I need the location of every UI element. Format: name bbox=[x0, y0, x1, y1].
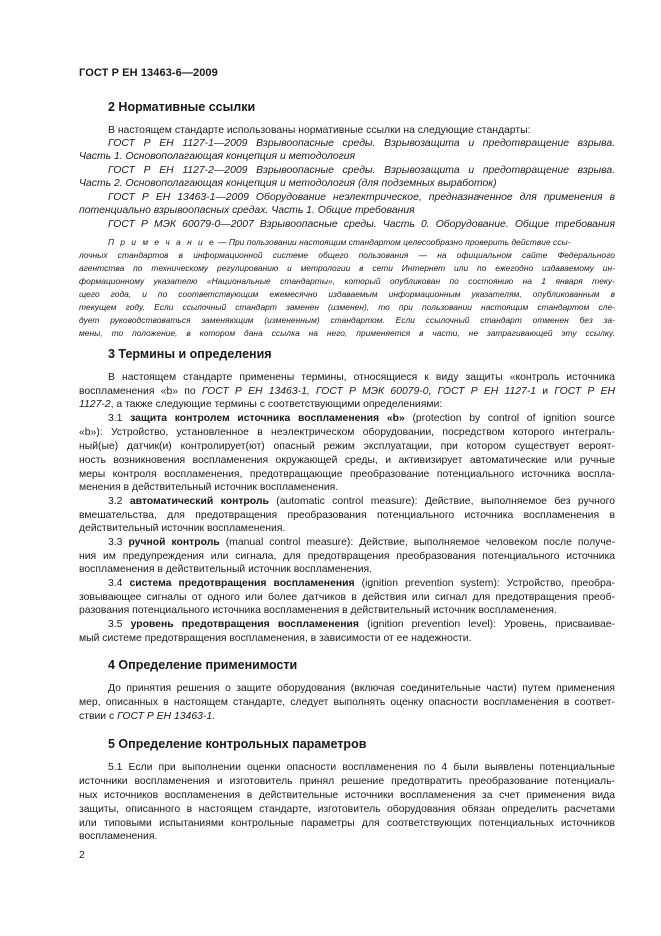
term-3-2-line-3: действительный источник воспламенения. bbox=[79, 523, 286, 534]
note-line-7: дует руководствоваться заменяющим (измененным) стандартом. Если ссылочный стандарт отменен без за- bbox=[79, 315, 615, 325]
s3-para-line-2: воспламенения «b» по ГОСТ Р ЕН 13463-1, ГОСТ Р МЭК 60079-0, ГОСТ Р ЕН 1127-1 и ГОСТ Р ЕН bbox=[79, 386, 615, 397]
s5-line-5: или типовыми испытаниями контрольные параметры для соответствующих потенциальных источников bbox=[79, 818, 615, 829]
term-3-1-line-2: «b»): Устройство, установленное в неэлектрическом оборудовании, посредством которого интеграль- bbox=[79, 427, 615, 438]
term-3-3-line-1: 3.3 ручной контроль (manual control measure): Действие, выполняемое человеком после получе- bbox=[108, 537, 615, 548]
section-3-title: 3 Термины и определения bbox=[108, 347, 272, 361]
term-3-2-line-2: вмешательства, для предотвращения преобразования потенциального источника воспламенения в bbox=[79, 510, 615, 521]
s5-line-4: защиты, описанного в настоящем стандарте, изготовитель оборудования обязан определить расчетами bbox=[79, 804, 615, 815]
term-3-1-line-5: меры контроля воспламенения, предотвращающие преобразование потенциального источника воспла- bbox=[79, 469, 615, 480]
ref-2-line-1: ГОСТ Р ЕН 1127-2—2009 Взрывоопасные среды. Взрывозащита и предотвращение взрыва. bbox=[108, 165, 615, 176]
note-line-3: агентства по техническому регулированию и метрологии в сети Интернет или по ежегодно издаваемому ин- bbox=[79, 263, 615, 273]
term-3-5-line-1: 3.5 уровень предотвращения воспламенения (ignition prevention level): Уровень, присваивае- bbox=[108, 619, 615, 630]
ref-1-line-1: ГОСТ Р ЕН 1127-1—2009 Взрывоопасные среды. Взрывозащита и предотвращение взрыва. bbox=[108, 138, 615, 149]
s4-line-1: До принятия решения о защите оборудования (включая соединительные части) путем применения bbox=[108, 683, 615, 694]
term-3-5-line-2: мый системе предотвращения воспламенения, в зависимости от ее надежности. bbox=[79, 633, 472, 644]
s3-para-line-3: 1127-2, а также следующие термины с соответствующими определениями: bbox=[79, 399, 443, 410]
term-3-4-line-1: 3.4 система предотвращения воспламенения (ignition prevention system): Устройство, преобра- bbox=[108, 578, 615, 589]
s5-line-3: ных источников воспламенения в действительные источники воспламенения за счет применения вида bbox=[79, 790, 615, 801]
note-line-1: П р и м е ч а н и е — При пользовании настоящим стандартом целесообразно проверить действие ссы- bbox=[108, 237, 571, 247]
section-2-intro: В настоящем стандарте использованы нормативные ссылки на следующие стандарты: bbox=[108, 125, 531, 136]
term-3-1-line-6: менения в действительный источник воспламенения. bbox=[79, 482, 339, 493]
ref-4-line-1: ГОСТ Р МЭК 60079-0—2007 Взрывоопасные среды. Часть 0. Оборудование. Общие требования bbox=[108, 219, 615, 230]
term-3-3-line-2: ния им предупреждения или сигнала, для предотвращения преобразования потенциального источника bbox=[79, 551, 615, 562]
section-4-title: 4 Определение применимости bbox=[108, 658, 298, 672]
section-5-title: 5 Определение контрольных параметров bbox=[108, 737, 367, 751]
note-line-5: щего года, и по соответствующим ежемесячно издаваемым информационным указателям, опубликованным в bbox=[79, 289, 615, 299]
term-3-1-line-4: ность возникновения воспламенения окружающей среды, и активизирует автоматические или ручные bbox=[79, 455, 615, 466]
term-3-2-title: автоматический контроль bbox=[129, 496, 269, 507]
note-line-8: мены, то положение, в котором дана ссылка на него, применяется в части, не затрагивающей эту ссылку. bbox=[79, 328, 615, 338]
term-3-1-line-3: ный(ые) датчик(и) контролирует(ют) опасный режим эксплуатации, при котором существует вероят- bbox=[79, 441, 615, 452]
s5-line-6: воспламенения. bbox=[79, 831, 158, 842]
note-line-4: формационному указателю «Национальные стандарты», который опубликован по состоянию на 1 января теку- bbox=[79, 276, 615, 286]
s4-line-2: мер, описанных в настоящем стандарте, следует выполнять оценку опасности воспламенения в соответ- bbox=[79, 697, 615, 708]
term-3-4-line-3: разования потенциального источника воспламенения в действительный источник воспламенения. bbox=[79, 605, 557, 616]
note-line-2: лочных стандартов в информационной системе общего пользования — на официальном сайте Федерального bbox=[79, 250, 615, 260]
s5-line-1: 5.1 Если при выполнении оценки опасности воспламенения по 4 были выявлены потенциальные bbox=[108, 762, 615, 773]
term-3-4-line-2: зовывающее сигналы от одного или более датчиков в действия или сигнал для предотвращения преоб- bbox=[79, 592, 615, 603]
term-3-3-title: ручной контроль bbox=[128, 537, 220, 548]
s5-line-2: источники воспламенения и изготовитель принял решение предотвратить преобразование потенциаль- bbox=[79, 776, 615, 787]
note-line-6: текущем году. Если ссылочный стандарт заменен (изменен), то при пользовании настоящим стандартом сле- bbox=[79, 302, 615, 312]
term-3-1-title: защита контролем источника воспламенения «b» bbox=[130, 413, 405, 424]
ref-1-line-2: Часть 1. Основополагающая концепция и методология bbox=[79, 151, 356, 162]
note-label: П р и м е ч а н и е bbox=[108, 237, 216, 247]
term-3-4-title: система предотвращения воспламенения bbox=[129, 578, 355, 589]
s4-line-3: ствии с ГОСТ Р ЕН 13463-1. bbox=[79, 711, 216, 722]
s3-para-line-1: В настоящем стандарте применены термины, относящиеся к виду защиты «контроль источника bbox=[108, 372, 615, 383]
term-3-3-line-3: воспламенения в действительный источник воспламенения. bbox=[79, 564, 373, 575]
term-3-2-line-1: 3.2 автоматический контроль (automatic control measure): Действие, выполняемое без ручного bbox=[108, 496, 615, 507]
ref-3-line-1: ГОСТ Р ЕН 13463-1—2009 Оборудование неэлектрическое, предназначенное для применения в bbox=[108, 192, 615, 203]
term-3-1-line-1: 3.1 защита контролем источника воспламенения «b» (protection by control of ignition source bbox=[108, 413, 615, 424]
ref-2-line-2: Часть 2. Основополагающая концепция и методология (для подземных выработок) bbox=[79, 178, 497, 189]
section-2-title: 2 Нормативные ссылки bbox=[108, 100, 256, 114]
document-number-header: ГОСТ Р ЕН 13463-6—2009 bbox=[79, 67, 218, 79]
ref-3-line-2: потенциально взрывоопасных средах. Часть 1. Общие требования bbox=[79, 205, 415, 216]
term-3-5-title: уровень предотвращения воспламенения bbox=[130, 619, 359, 630]
page-number: 2 bbox=[79, 849, 85, 861]
